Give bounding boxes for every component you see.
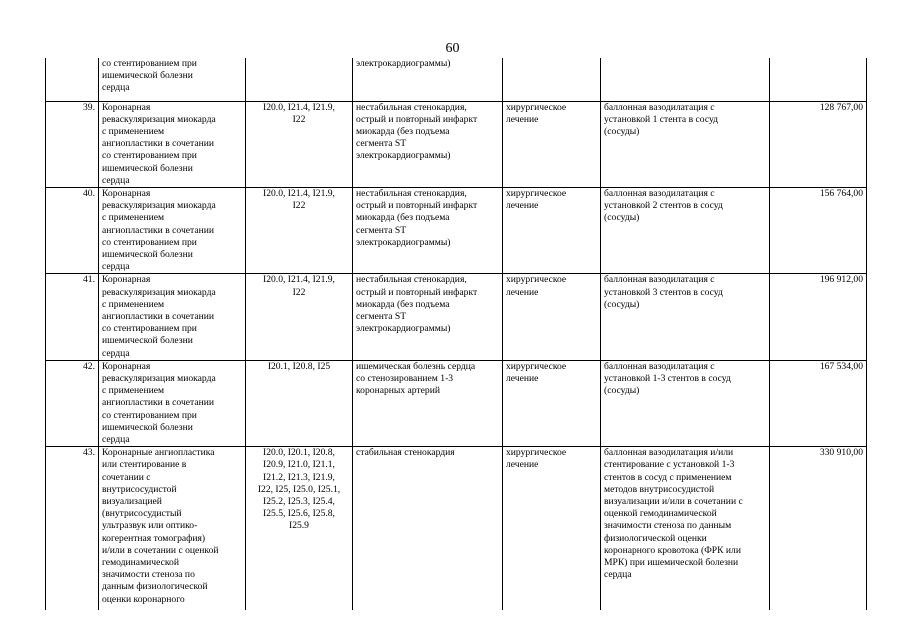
treatment-type: хирургическое лечение: [506, 187, 567, 212]
icd-codes-cell: [246, 58, 353, 101]
treatment-type-cell: [503, 360, 601, 446]
service-name-cell: [99, 274, 246, 360]
row-number: 42.: [46, 360, 99, 446]
treatment-type: хирургическое лечение: [506, 101, 567, 125]
icd-codes-cell: [246, 447, 353, 610]
treatment-method-cell: [601, 360, 770, 446]
icd-codes-cell: [246, 360, 353, 446]
price: 196 912,00: [819, 274, 863, 286]
table-row: [46, 58, 867, 101]
price: 167 534,00: [819, 360, 863, 372]
patient-model-cell: [353, 274, 503, 360]
patient-model: нестабильная стенокардия, острый и повторный инфаркт миокарда (без подъема сегмента ST электрокардиограммы): [356, 187, 478, 248]
price: 128 767,00: [819, 101, 863, 113]
patient-model-cell: [353, 58, 503, 101]
table-row: [46, 101, 867, 187]
service-name-cell: [99, 101, 246, 187]
patient-model-cell: [353, 447, 503, 610]
service-name-cell: [99, 360, 246, 446]
table-row: [46, 274, 867, 360]
service-name: Коронарные ангиопластика или стентирование в сочетании с внутрисосудистой визуализацией (внутрисосудистый ультразвук или оптико- когерентная томография) и/или в сочетании с оценкой гемодинамической значимости стеноза по данным физиологической оценки коронарного: [102, 447, 219, 605]
icd-codes-cell: [246, 274, 353, 360]
row-number: [46, 58, 99, 101]
price: 156 764,00: [819, 187, 863, 199]
service-name-cell: [99, 187, 246, 273]
patient-model: нестабильная стенокардия, острый и повторный инфаркт миокарда (без подъема сегмента ST электрокардиограммы): [356, 101, 478, 162]
service-name: Коронарная реваскуляризация миокарда с применением ангиопластики в сочетании со стентированием при ишемической болезни сердца: [102, 360, 216, 445]
icd-codes-cell: [246, 187, 353, 273]
treatment-method: баллонная вазодилатация с установкой 1 стента в сосуд (сосуды): [604, 101, 719, 137]
service-name-cell: [99, 447, 246, 610]
treatment-method-cell: [601, 101, 770, 187]
service-name-cell: [99, 58, 246, 101]
treatment-method: баллонная вазодилатация с установкой 1-3 стентов в сосуд (сосуды): [604, 360, 731, 397]
service-name: Коронарная реваскуляризация миокарда с применением ангиопластики в сочетании со стентированием при ишемической болезни сердца: [102, 101, 216, 186]
patient-model-cell: [353, 187, 503, 273]
patient-model: электрокардиограммы): [356, 58, 451, 69]
page-number: 60: [445, 41, 460, 56]
patient-model: нестабильная стенокардия, острый и повторный инфаркт миокарда (без подъема сегмента ST электрокардиограммы): [356, 274, 478, 335]
treatment-type-cell: [503, 447, 601, 610]
treatment-method-cell: [601, 447, 770, 610]
treatment-method-cell: [601, 187, 770, 273]
treatment-method: баллонная вазодилатация с установкой 3 стентов в сосуд (сосуды): [604, 274, 723, 310]
treatment-type-cell: [503, 58, 601, 101]
icd-codes: I20.0, I21.4, I21.9, I22: [263, 187, 335, 212]
treatment-type-cell: [503, 274, 601, 360]
price-cell: [770, 360, 867, 446]
table-row: [46, 360, 867, 446]
medical-services-table: [45, 58, 867, 610]
row-number: 39.: [46, 101, 99, 187]
treatment-type: хирургическое лечение: [506, 274, 567, 298]
treatment-type: хирургическое лечение: [506, 360, 567, 384]
icd-codes: I20.0, I20.1, I20.8, I20.9, I21.0, I21.1, I21.2, I21.3, I21.9, I22, I25, I25.0, I25.1, I25.2, I25.3, I25.4, I25.5, I25.6, I25.8, I25.9: [257, 447, 341, 532]
price-cell: [770, 187, 867, 273]
price-cell: [770, 101, 867, 187]
price-cell: [770, 58, 867, 101]
row-number: 40.: [46, 187, 99, 273]
table-row: [46, 447, 867, 610]
icd-codes: I20.0, I21.4, I21.9, I22: [263, 274, 335, 298]
price-cell: [770, 447, 867, 610]
treatment-type: хирургическое лечение: [506, 447, 567, 471]
icd-codes-cell: [246, 101, 353, 187]
treatment-method-cell: [601, 58, 770, 101]
patient-model: ишемическая болезнь сердца со стенозированием 1-3 коронарных артерий: [356, 360, 476, 397]
patient-model-cell: [353, 360, 503, 446]
row-number: 41.: [46, 274, 99, 360]
treatment-method-cell: [601, 274, 770, 360]
price: 330 910,00: [819, 447, 863, 459]
icd-codes: I20.1, I20.8, I25: [267, 360, 331, 372]
service-name: Коронарная реваскуляризация миокарда с применением ангиопластики в сочетании со стентированием при ишемической болезни сердца: [102, 274, 216, 359]
row-number: 43.: [46, 447, 99, 610]
treatment-method: баллонная вазодилатация и/или стентирование с установкой 1-3 стентов в сосуд с применением методов внутрисосудистой визуализации и/или в сочетании с оценкой гемодинамической значимости стеноза по данным физиологической оценки коронарного кровотока (ФРК или МРК) при ишемической болезни сердца: [604, 447, 743, 581]
patient-model: стабильная стенокардия: [356, 447, 455, 459]
treatment-method: баллонная вазодилатация с установкой 2 стентов в сосуд (сосуды): [604, 187, 723, 224]
table-row: [46, 187, 867, 273]
icd-codes: I20.0, I21.4, I21.9, I22: [263, 101, 335, 125]
service-name: со стентированием при ишемической болезни сердца: [102, 58, 197, 94]
service-name: Коронарная реваскуляризация миокарда с применением ангиопластики в сочетании со стентированием при ишемической болезни сердца: [102, 187, 216, 273]
price-cell: [770, 274, 867, 360]
treatment-type-cell: [503, 101, 601, 187]
patient-model-cell: [353, 101, 503, 187]
treatment-type-cell: [503, 187, 601, 273]
